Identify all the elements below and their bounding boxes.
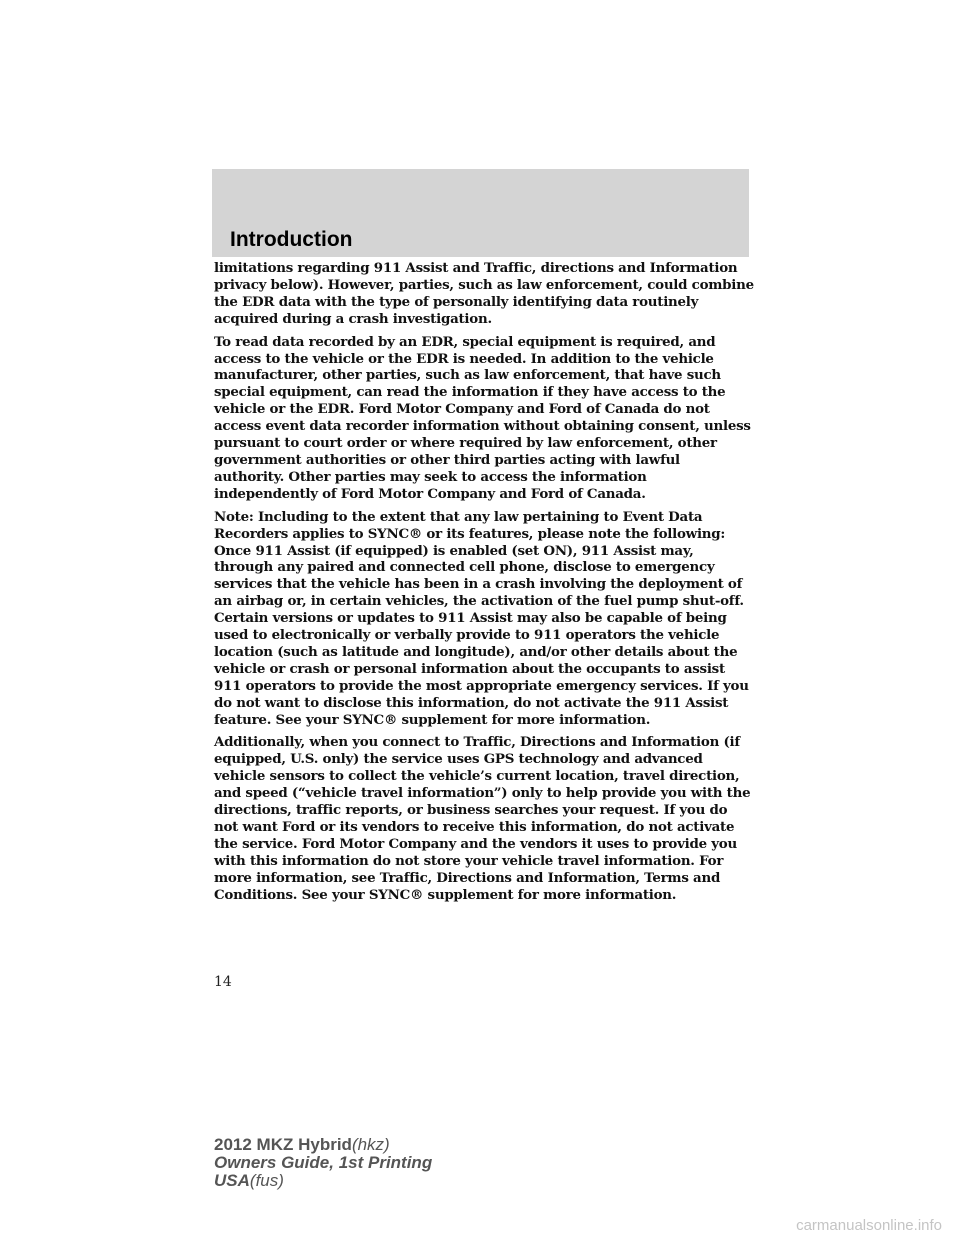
footer-printing: Owners Guide, 1st Printing [214, 1153, 433, 1172]
watermark: carmanualsonline.info [796, 1217, 942, 1234]
paragraph-3: Note: Including to the extent that any law pertaining to Event Data Recorders applies to SYNC® or its features, please note the following: Once 911 Assist (if equipped) is enabled (set ON), 911 Assist may, through any paired and connected cell phone, disclose to emergency services that the vehicle has been in a crash involving the deployment of an airbag or, in certain vehicles, the activation of the fuel pump shut-off. Certain versions or updates to 911 Assist may also be capable of being used to electronically or verbally provide to 911 operators the vehicle location (such as latitude and longitude), and/or other details about the vehicle or crash or personal information about the occupants to assist 911 operators to provide the most appropriate emergency services. If you do not want to disclose this information, do not activate the 911 Assist feature. See your SYNC® supplement for more information. [214, 508, 749, 728]
page-number: 14 [214, 974, 232, 990]
footer-model: 2012 MKZ Hybrid [214, 1135, 352, 1154]
paragraph-2: To read data recorded by an EDR, special equipment is required, and access to the vehicle or the EDR is needed. In addition to the vehicle manufacturer, other parties, such as law enforcement, that have such special equipment, can read the information if they have access to the vehicle or the EDR. Ford Motor Company and Ford of Canada do not access event data recorder information without obtaining consent, unless pursuant to court order or where required by law enforcement, other government authorities or other third parties acting with lawful authority. Other parties may seek to access the information independently of Ford Motor Company and Ford of Canada. [214, 333, 751, 502]
footer-market-code: (fus) [249, 1171, 284, 1190]
footer-line-model [214, 1136, 432, 1154]
footer-line-market [214, 1172, 432, 1190]
print-footer [214, 1136, 432, 1190]
footer-model-code: (hkz) [351, 1135, 390, 1154]
body-text [214, 260, 754, 910]
section-header-band [212, 169, 749, 257]
paragraph-1: limitations regarding 911 Assist and Traffic, directions and Information privacy below). However, parties, such as law enforcement, could combine the EDR data with the type of personally identifying data routinely acquired during a crash investigation. [214, 260, 754, 327]
paragraph-4: Additionally, when you connect to Traffic, Directions and Information (if equipped, U.S. only) the service uses GPS technology and advanced vehicle sensors to collect the vehicle’s current location, travel direction, and speed (“vehicle travel information”) only to help provide you with the directions, traffic reports, or business searches your request. If you do not want Ford or its vendors to receive this information, do not activate the service. Ford Motor Company and the vendors it uses to provide you with this information do not store your vehicle travel information. For more information, see Traffic, Directions and Information, Terms and Conditions. See your SYNC® supplement for more information. [214, 734, 751, 903]
footer-market: USA [214, 1171, 250, 1190]
section-title: Introduction [230, 228, 353, 251]
